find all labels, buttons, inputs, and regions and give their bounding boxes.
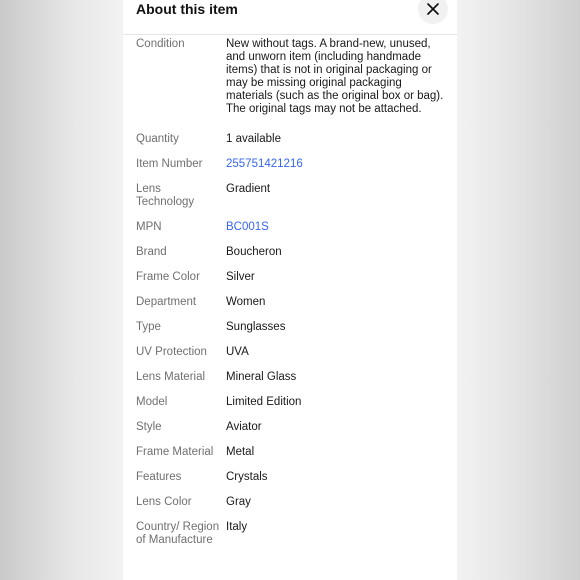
spec-value: Aviator <box>226 421 262 433</box>
spec-value: Boucheron <box>226 246 282 258</box>
close-button[interactable] <box>418 0 448 24</box>
item-number-link[interactable]: 255751421216 <box>226 158 303 170</box>
spec-row-lens-color <box>136 496 446 521</box>
spec-value: Mineral Glass <box>226 371 297 383</box>
spec-value: Crystals <box>226 471 268 483</box>
sheet-title: About this item <box>136 1 238 17</box>
spec-label: Brand <box>136 246 167 258</box>
spec-value: Limited Edition <box>226 396 302 408</box>
spec-label: Lens Material <box>136 371 206 383</box>
spec-label: Frame Color <box>136 271 200 283</box>
spec-row-condition <box>136 38 446 133</box>
spec-value: New without tags. A brand-new, unused, and unworn item (including handmade items) that is not in original packaging or may be missing original packaging materials (such as the original box or bag). The original tags may not be attached. <box>226 38 444 115</box>
spec-row-uv-protection <box>136 346 446 371</box>
spec-row-brand <box>136 246 446 271</box>
spec-row-type <box>136 321 446 346</box>
spec-label: Item Number <box>136 158 203 170</box>
spec-row-country-of-manufacture <box>136 521 446 559</box>
sheet-header <box>123 0 457 35</box>
spec-row-frame-material <box>136 446 446 471</box>
spec-row-features <box>136 471 446 496</box>
spec-row-style <box>136 421 446 446</box>
spec-row-model <box>136 396 446 421</box>
spec-label: Condition <box>136 38 185 50</box>
spec-row-frame-color <box>136 271 446 296</box>
spec-label: Department <box>136 296 197 308</box>
spec-value: Sunglasses <box>226 321 286 333</box>
spec-label: Features <box>136 471 182 483</box>
spec-label: Country/ Region of Manufacture <box>136 521 220 546</box>
spec-value: Silver <box>226 271 255 283</box>
spec-row-department <box>136 296 446 321</box>
spec-label: Type <box>136 321 161 333</box>
spec-label: Lens Color <box>136 496 192 508</box>
spec-label: Quantity <box>136 133 179 145</box>
spec-row-lens-material <box>136 371 446 396</box>
about-item-sheet <box>123 0 457 580</box>
spec-value: Gray <box>226 496 251 508</box>
spec-value: Italy <box>226 521 248 533</box>
spec-row-lens-technology <box>136 183 446 221</box>
close-icon <box>426 2 440 16</box>
mpn-link[interactable]: BC001S <box>226 221 269 233</box>
spec-label: UV Protection <box>136 346 207 358</box>
spec-row-item-number <box>136 158 446 183</box>
spec-label: Lens Technology <box>136 183 195 208</box>
spec-value: UVA <box>226 346 249 358</box>
spec-label: MPN <box>136 221 162 233</box>
spec-row-mpn <box>136 221 446 246</box>
spec-label: Model <box>136 396 168 408</box>
spec-label: Style <box>136 421 162 433</box>
spec-value: 1 available <box>226 133 281 145</box>
spec-value: Metal <box>226 446 255 458</box>
spec-label: Frame Material <box>136 446 214 458</box>
spec-value: Women <box>226 296 266 308</box>
spec-row-quantity <box>136 133 446 158</box>
spec-value: Gradient <box>226 183 271 195</box>
item-specifics <box>136 38 446 559</box>
